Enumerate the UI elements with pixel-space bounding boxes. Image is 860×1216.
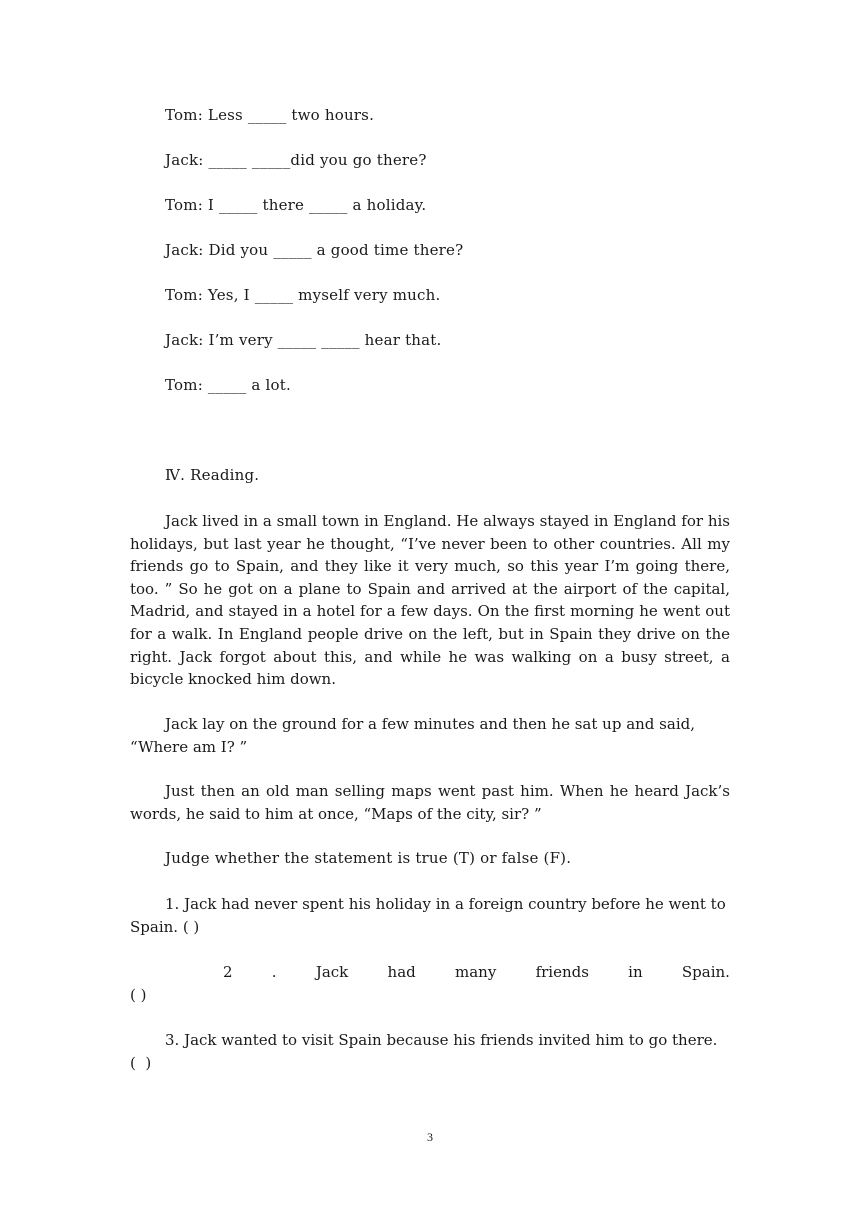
dialogue-line-5: Tom: Yes, I _____ myself very much. — [165, 286, 441, 304]
question-2 — [130, 961, 730, 1006]
passage-paragraph-2: Jack lay on the ground for a few minutes and then he sat up and said, “Where am I? ” — [130, 715, 695, 756]
dialogue-line-3: Tom: I _____ there _____ a holiday. — [165, 196, 427, 214]
q2-answer-bracket: ( ) — [130, 985, 147, 1004]
dialogue-line-1: Tom: Less _____ two hours. — [165, 106, 375, 124]
q2-word: Jack — [315, 963, 349, 981]
section-heading: Ⅳ. Reading. — [165, 466, 260, 484]
q2-word: in — [628, 963, 643, 981]
q2-word: many — [455, 963, 497, 981]
question-3: 3. Jack wanted to visit Spain because his friends invited him to go there. ( ) — [130, 1031, 823, 1072]
question-1: 1. Jack had never spent his holiday in a foreign country before he went to Spain. ( ) — [130, 895, 726, 936]
passage-paragraph-3: Just then an old man selling maps went past him. When he heard Jack’s words, he said to him at once, “Maps of the city, sir? ” — [130, 782, 730, 823]
instruction-text: Judge whether the statement is true (T) or false (F). — [165, 849, 572, 867]
dialogue-line-7: Tom: _____ a lot. — [165, 376, 291, 394]
q2-word: Spain. — [681, 963, 730, 981]
q2-word: friends — [535, 963, 589, 981]
dialogue-line-4: Jack: Did you _____ a good time there? — [165, 241, 464, 259]
dialogue-line-6: Jack: I’m very _____ _____ hear that. — [165, 331, 442, 349]
q2-word: . — [271, 963, 277, 981]
dialogue-line-2: Jack: _____ _____did you go there? — [165, 151, 427, 169]
q2-word: 2 — [223, 963, 233, 981]
passage-paragraph-1: Jack lived in a small town in England. He always stayed in England for his holidays, but last year he thought, “I’ve never been to other countries. All my friends go to Spain, and they like it very much, so this year I’m going there, too. ” So he got on a plane to Spain and arrived at the airport of the capital, Madrid, and stayed in a hotel for a few days. On the first morning he went out for a walk. In England people drive on the left, but in Spain they drive on the right. Jack forgot about this, and while he was walking on a busy street, a bicycle knocked him down. — [130, 512, 730, 689]
page-number: 3 — [427, 1130, 433, 1144]
question-2-words — [130, 961, 730, 984]
q2-word: had — [387, 963, 416, 981]
